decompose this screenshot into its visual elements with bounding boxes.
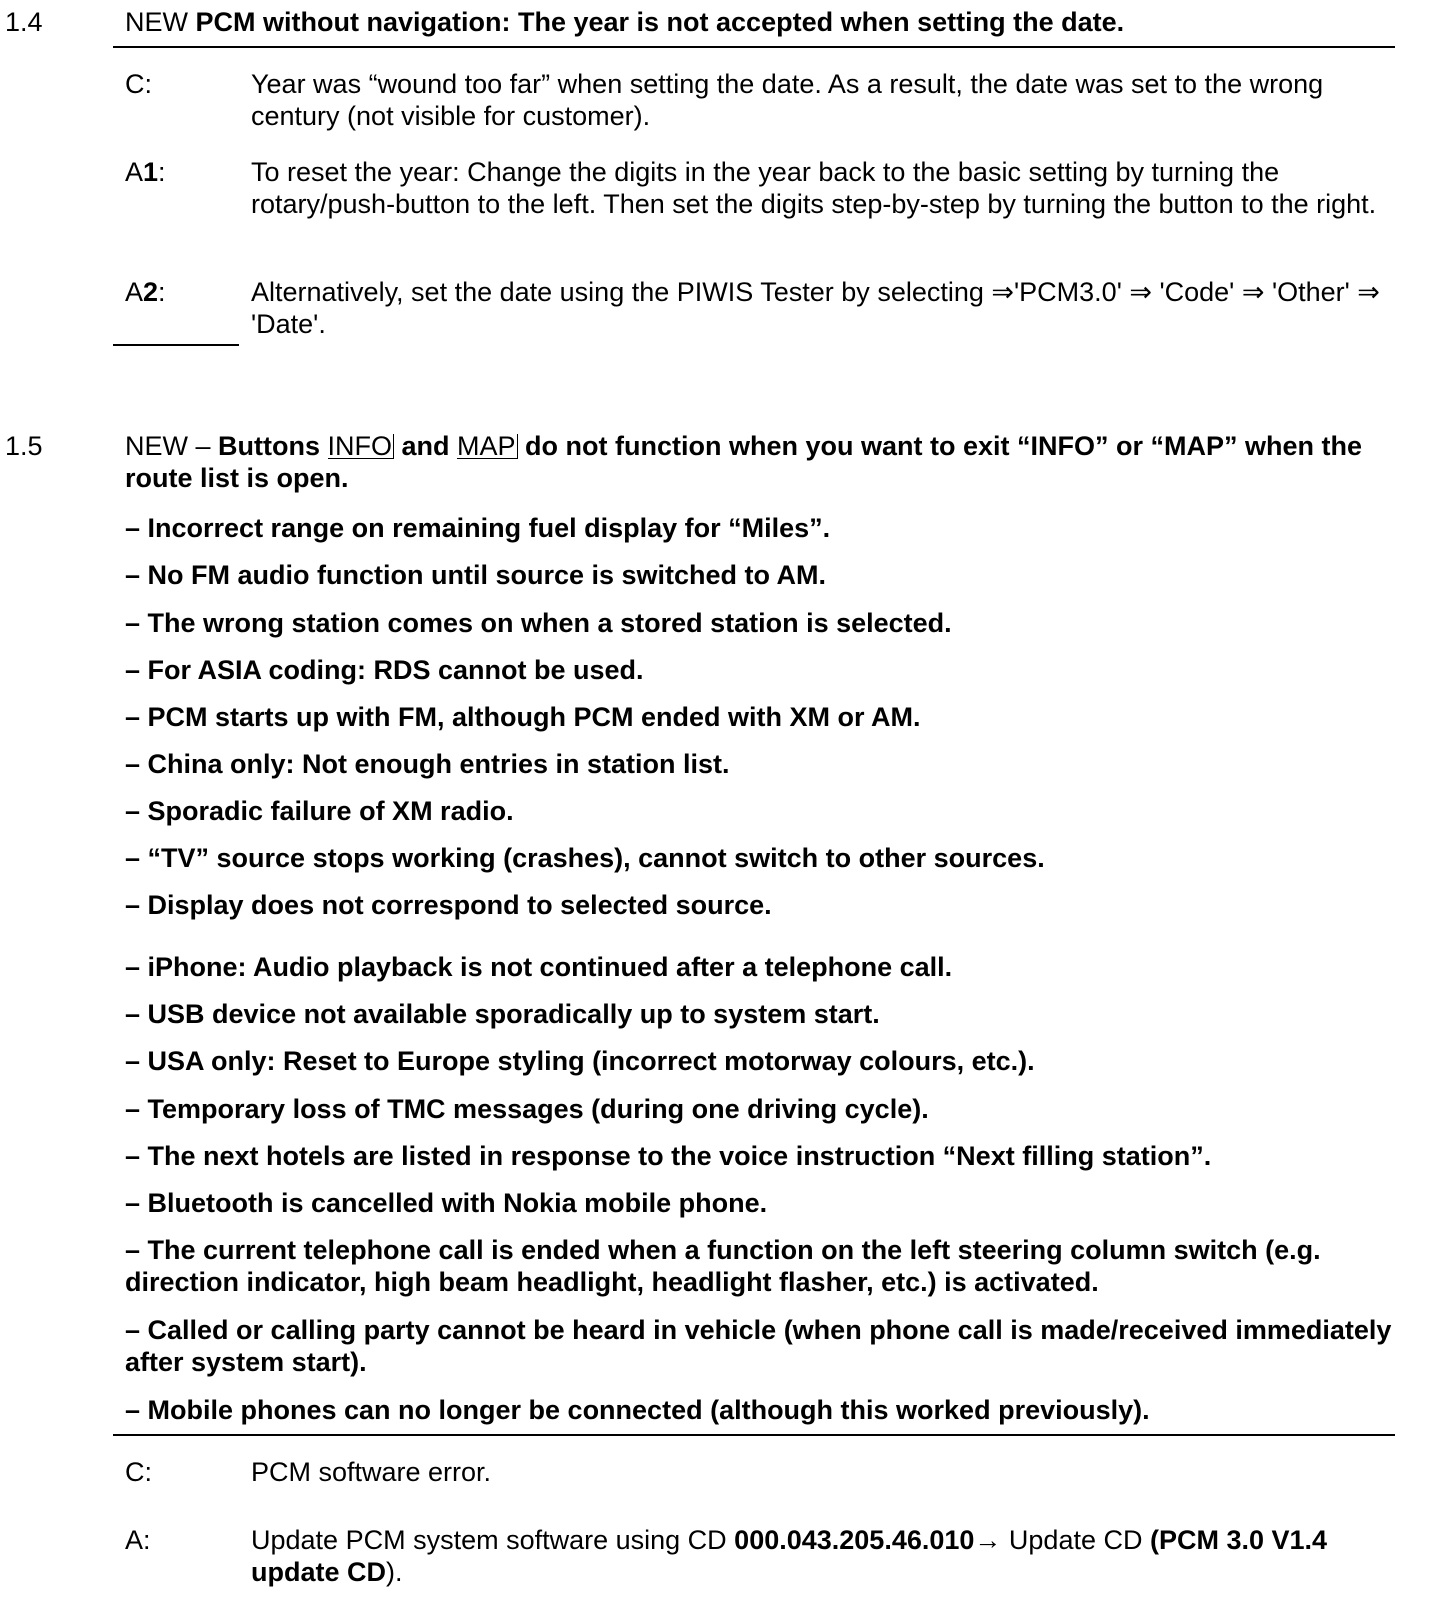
cause-text: Year was “wound too far” when setting the date. As a result, the date was set to the wrong century (not visible for customer). bbox=[251, 69, 1324, 131]
short-rule bbox=[113, 344, 239, 346]
info-button-label: INFO bbox=[327, 431, 392, 461]
list-item: – USA only: Reset to Europe styling (incorrect motorway colours, etc.). bbox=[125, 1046, 1035, 1076]
action-label: A: bbox=[125, 1525, 151, 1555]
list-item: – The wrong station comes on when a stored station is selected. bbox=[125, 608, 952, 638]
new-tag: NEW bbox=[125, 7, 196, 37]
action-text: Update PCM system software using CD 000.043.205.46.010→ Update CD (PCM 3.0 V1.4 update CD). bbox=[251, 1525, 1328, 1587]
list-item: – Mobile phones can no longer be connected (although this worked previously). bbox=[125, 1395, 1150, 1425]
new-tag: NEW – bbox=[125, 431, 219, 461]
cause-label: C: bbox=[125, 69, 152, 99]
list-item: – The next hotels are listed in response to the voice instruction “Next filling station”. bbox=[125, 1141, 1212, 1171]
action2-label: A2: bbox=[125, 277, 166, 307]
list-item: – “TV” source stops working (crashes), cannot switch to other sources. bbox=[125, 843, 1045, 873]
cause-label: C: bbox=[125, 1457, 152, 1487]
action1-label: A1: bbox=[125, 157, 166, 187]
list-item: – Called or calling party cannot be heard in vehicle (when phone call is made/received immediately after system start). bbox=[125, 1315, 1392, 1377]
cause-text: PCM software error. bbox=[251, 1457, 492, 1487]
list-item: – Temporary loss of TMC messages (during one driving cycle). bbox=[125, 1094, 929, 1124]
list-item: – Sporadic failure of XM radio. bbox=[125, 796, 514, 826]
list-item: – USB device not available sporadically up to system start. bbox=[125, 999, 880, 1029]
section-title bbox=[125, 6, 1395, 38]
action2-text: Alternatively, set the date using the PIWIS Tester by selecting ⇒'PCM3.0' ⇒ 'Code' ⇒ 'Other' ⇒ 'Date'. bbox=[251, 277, 1380, 339]
section-rule bbox=[113, 1434, 1395, 1436]
list-item: – No FM audio function until source is switched to AM. bbox=[125, 560, 827, 590]
list-item: – For ASIA coding: RDS cannot be used. bbox=[125, 655, 644, 685]
map-button-label: MAP bbox=[457, 431, 516, 461]
list-item: – iPhone: Audio playback is not continued after a telephone call. bbox=[125, 952, 953, 982]
list-item: – The current telephone call is ended when a function on the left steering column switch (e.g. direction indicator, high beam headlight, headlight flasher, etc.) is activated. bbox=[125, 1235, 1321, 1297]
action1-text: To reset the year: Change the digits in the year back to the basic setting by turning the rotary/push-button to the left. Then set the digits step-by-step by turning the button to the right. bbox=[251, 157, 1377, 219]
section-number: 1.5 bbox=[5, 431, 43, 461]
section-number: 1.4 bbox=[5, 7, 43, 37]
section-rule bbox=[113, 46, 1395, 48]
list-item: – Bluetooth is cancelled with Nokia mobile phone. bbox=[125, 1188, 768, 1218]
list-item: – PCM starts up with FM, although PCM ended with XM or AM. bbox=[125, 702, 921, 732]
list-item: – Incorrect range on remaining fuel display for “Miles”. bbox=[125, 513, 831, 543]
title-text: PCM without navigation: The year is not accepted when setting the date. bbox=[195, 7, 1125, 37]
section-title: NEW – Buttons INFO and MAP do not function when you want to exit “INFO” or “MAP” when the route list is open. bbox=[125, 431, 1362, 493]
list-item: – China only: Not enough entries in station list. bbox=[125, 749, 730, 779]
part-number: 000.043.205.46.010 bbox=[734, 1525, 975, 1555]
list-item: – Display does not correspond to selected source. bbox=[125, 890, 772, 920]
